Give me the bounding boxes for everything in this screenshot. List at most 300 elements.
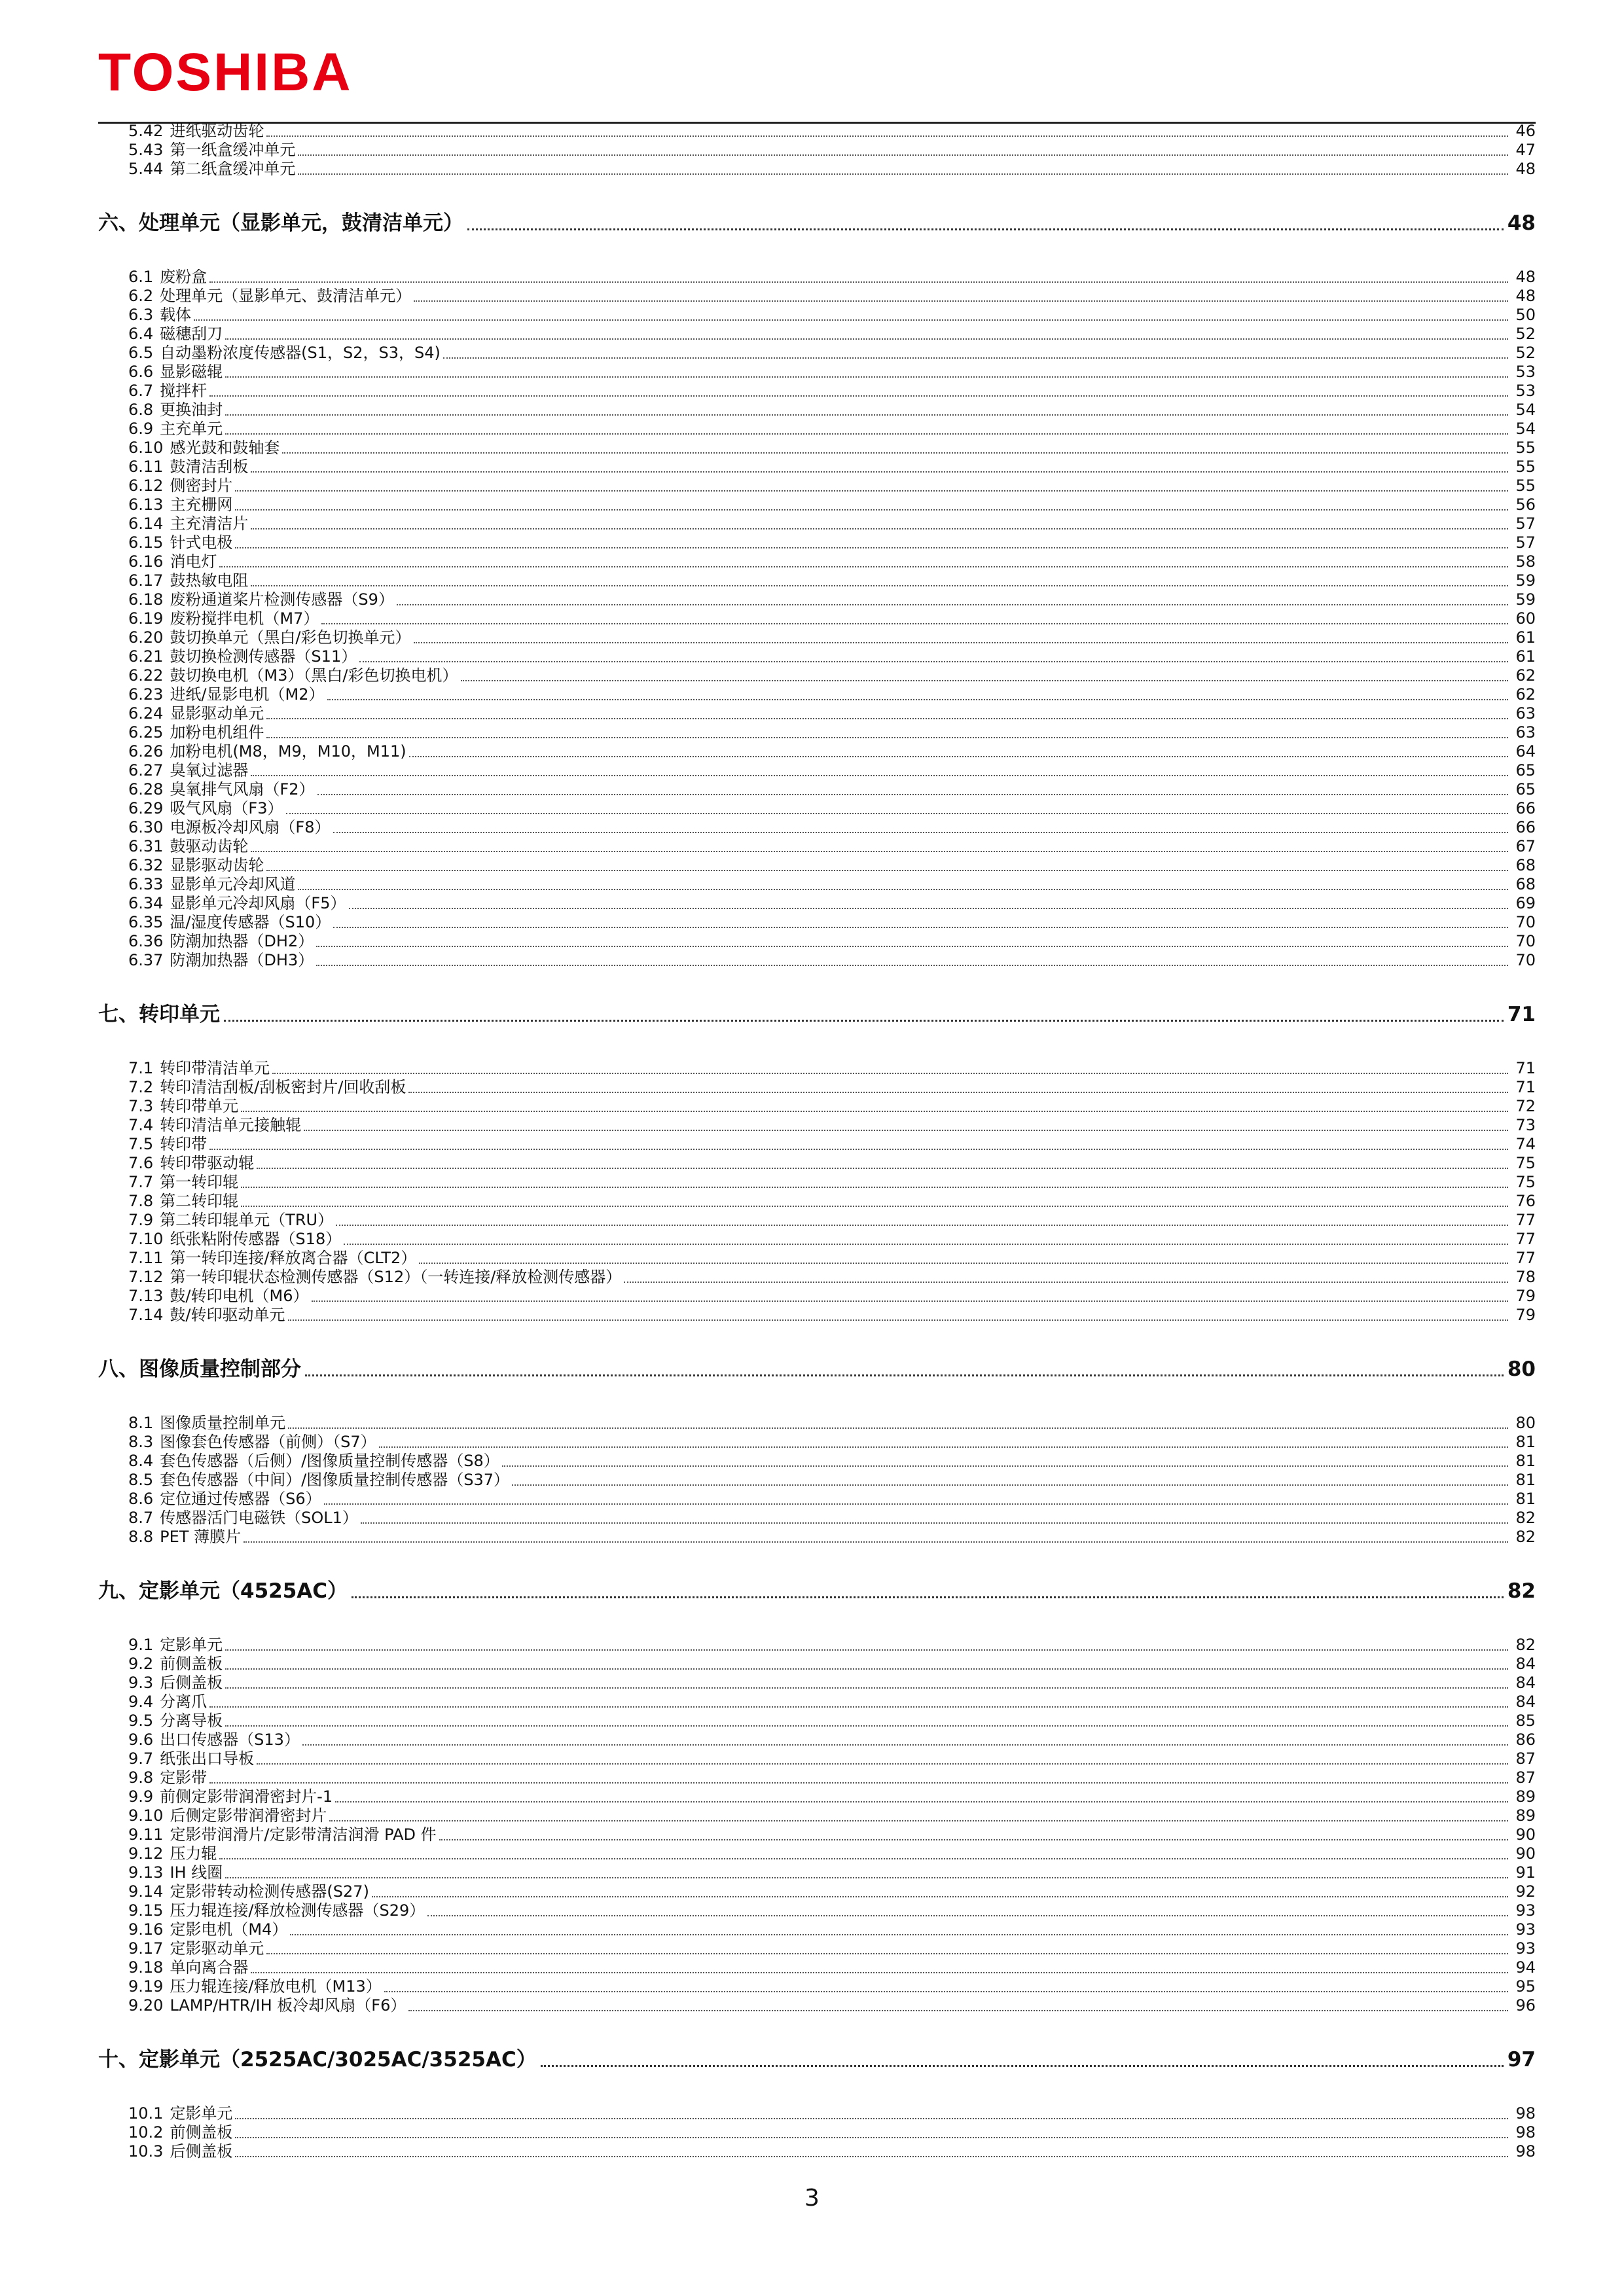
entry-number: 8.6 (128, 1490, 154, 1508)
entry-number: 7.4 (128, 1116, 154, 1134)
entry-page-number: 96 (1515, 1996, 1536, 2015)
toc-entry[interactable] (98, 1268, 1536, 1287)
dot-leader (443, 357, 1508, 359)
dot-leader (312, 1300, 1509, 1302)
dot-leader (235, 547, 1508, 548)
toc-entry[interactable] (98, 1154, 1536, 1173)
entry-title: 电源板冷却风扇（F8） (170, 818, 331, 836)
entry-title: 显影单元冷却风扇（F5） (170, 894, 346, 912)
entry-page-number: 70 (1515, 913, 1536, 931)
dot-leader (379, 1446, 1508, 1448)
toc-entry[interactable] (98, 1655, 1536, 1674)
toc-section-heading[interactable] (98, 1002, 1536, 1027)
entry-title: 主充清洁片 (170, 514, 249, 533)
entry-number: 6.27 (128, 761, 164, 780)
dot-leader (408, 1092, 1508, 1093)
toc-entry[interactable] (98, 647, 1536, 666)
entry-title: PET 薄膜片 (160, 1528, 242, 1546)
toc-entry[interactable] (98, 799, 1536, 818)
toc-entry[interactable] (98, 552, 1536, 571)
toc-entry[interactable] (98, 1135, 1536, 1154)
entry-page-number: 57 (1515, 514, 1536, 533)
toc-entry[interactable] (98, 420, 1536, 439)
entry-title: 防潮加热器（DH2） (170, 932, 314, 950)
entry-number: 6.17 (128, 571, 164, 590)
dot-leader (349, 908, 1508, 909)
dot-leader (194, 319, 1508, 321)
entry-number: 6.1 (128, 268, 154, 286)
entry-page-number: 80 (1515, 1414, 1536, 1432)
toc-entry[interactable] (98, 344, 1536, 363)
entry-title: 防潮加热器（DH3） (170, 951, 314, 969)
entry-page-number: 87 (1515, 1768, 1536, 1787)
toc-entry[interactable] (98, 1901, 1536, 1920)
toc-entry[interactable] (98, 1825, 1536, 1844)
dot-leader (251, 1972, 1508, 1973)
entry-title: 套色传感器（中间）/图像质量控制传感器（S37） (160, 1471, 510, 1489)
table-of-contents (98, 122, 1536, 2161)
toc-entry[interactable] (98, 1414, 1536, 1433)
entry-title: 第一转印辊状态检测传感器（S12）（一转连接/释放检测传感器） (170, 1268, 622, 1286)
entry-number: 10.2 (128, 2123, 164, 2142)
entry-number: 9.17 (128, 1939, 164, 1958)
toc-entry[interactable] (98, 1249, 1536, 1268)
entry-title: 鼓/转印电机（M6） (170, 1287, 309, 1305)
toc-entry[interactable] (98, 1996, 1536, 2015)
section-page-number: 48 (1507, 211, 1536, 235)
toc-entry[interactable] (98, 514, 1536, 533)
toc-entry[interactable] (98, 401, 1536, 420)
dot-leader (225, 376, 1508, 378)
toc-entry[interactable] (98, 306, 1536, 325)
toc-entry[interactable] (98, 1471, 1536, 1490)
dot-leader (304, 1130, 1508, 1131)
toc-entry[interactable] (98, 875, 1536, 894)
entry-title: 图像质量控制单元 (160, 1414, 286, 1432)
entry-page-number: 93 (1515, 1920, 1536, 1939)
toc-entry[interactable] (98, 533, 1536, 552)
entry-page-number: 71 (1515, 1078, 1536, 1096)
entry-number: 7.8 (128, 1192, 154, 1210)
dot-leader (384, 1991, 1508, 1992)
toc-entry[interactable] (98, 1749, 1536, 1768)
section-title: 七、转印单元 (98, 1003, 220, 1026)
entry-title: 分离导板 (160, 1712, 223, 1730)
entry-number: 6.22 (128, 666, 164, 685)
entry-page-number: 46 (1515, 122, 1536, 140)
entry-title: 转印清洁单元接触辊 (160, 1116, 302, 1134)
entry-page-number: 66 (1515, 818, 1536, 836)
toc-entry[interactable] (98, 1452, 1536, 1471)
entry-page-number: 98 (1515, 2104, 1536, 2123)
toc-entry[interactable] (98, 1844, 1536, 1863)
toc-entry[interactable] (98, 363, 1536, 382)
toc-entry[interactable] (98, 1636, 1536, 1655)
section-title: 八、图像质量控制部分 (98, 1357, 301, 1381)
entry-page-number: 59 (1515, 571, 1536, 590)
entry-page-number: 78 (1515, 1268, 1536, 1286)
dot-leader (257, 1763, 1508, 1765)
toc-section-heading[interactable] (98, 1579, 1536, 1604)
toc-entry[interactable] (98, 1806, 1536, 1825)
toc-section-heading[interactable] (98, 2047, 1536, 2072)
dot-leader (225, 1649, 1508, 1651)
toc-entry[interactable] (98, 122, 1536, 141)
entry-title: 加粉电机组件 (170, 723, 264, 742)
entry-number: 7.3 (128, 1097, 154, 1115)
entry-page-number: 89 (1515, 1787, 1536, 1806)
entry-title: 前侧定影带润滑密封片-1 (160, 1787, 333, 1806)
dot-leader (225, 1668, 1508, 1670)
toc-entry[interactable] (98, 913, 1536, 932)
toc-entry[interactable] (98, 2142, 1536, 2161)
dot-leader (251, 471, 1508, 473)
dot-leader (266, 737, 1508, 738)
toc-entry[interactable] (98, 628, 1536, 647)
entry-number: 6.12 (128, 476, 164, 495)
toc-entry[interactable] (98, 1958, 1536, 1977)
entry-number: 9.14 (128, 1882, 164, 1901)
dot-leader (317, 794, 1508, 795)
dot-leader (224, 1020, 1504, 1022)
entry-number: 6.21 (128, 647, 164, 666)
entry-page-number: 55 (1515, 457, 1536, 476)
entry-page-number: 53 (1515, 382, 1536, 400)
toc-entry[interactable] (98, 476, 1536, 495)
toc-entry[interactable] (98, 704, 1536, 723)
entry-title: 侧密封片 (170, 476, 233, 495)
entry-page-number: 56 (1515, 495, 1536, 514)
toc-entry[interactable] (98, 1939, 1536, 1958)
entry-title: 鼓切换检测传感器（S11） (170, 647, 357, 666)
dot-leader (427, 1915, 1508, 1916)
toc-entry[interactable] (98, 837, 1536, 856)
entry-page-number: 52 (1515, 344, 1536, 362)
entry-title: 感光鼓和鼓轴套 (170, 439, 280, 457)
section-page-number: 82 (1507, 1579, 1536, 1603)
entry-title: 定影单元 (160, 1636, 223, 1654)
entry-number: 7.12 (128, 1268, 164, 1286)
entry-page-number: 63 (1515, 723, 1536, 742)
dot-leader (235, 2137, 1508, 2138)
dot-leader (225, 338, 1508, 340)
entry-number: 9.10 (128, 1806, 164, 1825)
entry-number: 9.2 (128, 1655, 154, 1673)
dot-leader (209, 1149, 1508, 1150)
entry-page-number: 48 (1515, 160, 1536, 178)
entry-title: 定影驱动单元 (170, 1939, 264, 1958)
entry-page-number: 66 (1515, 799, 1536, 817)
dot-leader (298, 154, 1508, 156)
dot-leader (288, 1319, 1508, 1321)
entry-title: 定影带润滑片/定影带清洁润滑 PAD 件 (170, 1825, 437, 1844)
entry-title: 鼓清洁刮板 (170, 457, 249, 476)
entry-title: 后侧定影带润滑密封片 (170, 1806, 327, 1825)
entry-page-number: 79 (1515, 1287, 1536, 1305)
entry-page-number: 82 (1515, 1528, 1536, 1546)
entry-title: 进纸/显影电机（M2） (170, 685, 325, 704)
entry-number: 6.32 (128, 856, 164, 874)
entry-page-number: 98 (1515, 2123, 1536, 2142)
entry-title: 转印清洁刮板/刮板密封片/回收刮板 (160, 1078, 406, 1096)
entry-number: 9.1 (128, 1636, 154, 1654)
dot-leader (225, 1877, 1508, 1878)
toc-entry[interactable] (98, 1116, 1536, 1135)
toc-entry[interactable] (98, 1078, 1536, 1097)
dot-leader (251, 585, 1508, 586)
toc-entry[interactable] (98, 818, 1536, 837)
toc-entry[interactable] (98, 1863, 1536, 1882)
toc-entry[interactable] (98, 1433, 1536, 1452)
toc-entry[interactable] (98, 325, 1536, 344)
entry-number: 6.16 (128, 552, 164, 571)
toc-entry[interactable] (98, 1211, 1536, 1230)
toc-entry[interactable] (98, 439, 1536, 457)
entry-page-number: 76 (1515, 1192, 1536, 1210)
toc-entry[interactable] (98, 1712, 1536, 1731)
dot-leader (235, 2118, 1508, 2119)
toc-entry[interactable] (98, 382, 1536, 401)
section-page-number: 71 (1507, 1003, 1536, 1026)
toc-entry[interactable] (98, 723, 1536, 742)
toc-entry[interactable] (98, 609, 1536, 628)
entry-page-number: 47 (1515, 141, 1536, 159)
entry-number: 6.3 (128, 306, 154, 324)
entry-number: 8.1 (128, 1414, 154, 1432)
toc-entry[interactable] (98, 1977, 1536, 1996)
entry-title: 定位通过传感器（S6） (160, 1490, 321, 1508)
entry-title: 更换油封 (160, 401, 223, 419)
entry-number: 6.31 (128, 837, 164, 855)
toc-entry[interactable] (98, 1787, 1536, 1806)
entry-number: 6.37 (128, 951, 164, 969)
entry-number: 9.6 (128, 1731, 154, 1749)
toc-entry[interactable] (98, 1528, 1536, 1547)
entry-title: 前侧盖板 (170, 2123, 233, 2142)
entry-number: 8.5 (128, 1471, 154, 1489)
toc-entry[interactable] (98, 1768, 1536, 1787)
toc-section-heading[interactable] (98, 211, 1536, 236)
page-number: 3 (804, 2185, 820, 2212)
entry-page-number: 71 (1515, 1059, 1536, 1077)
toc-entry[interactable] (98, 571, 1536, 590)
dot-leader (414, 300, 1508, 302)
entry-page-number: 70 (1515, 951, 1536, 969)
entry-title: 前侧盖板 (160, 1655, 223, 1673)
entry-page-number: 54 (1515, 420, 1536, 438)
entry-number: 6.15 (128, 533, 164, 552)
toc-entry[interactable] (98, 287, 1536, 306)
toc-entry[interactable] (98, 932, 1536, 951)
entry-page-number: 55 (1515, 439, 1536, 457)
toc-entry[interactable] (98, 1920, 1536, 1939)
entry-number: 9.7 (128, 1749, 154, 1768)
entry-number: 8.7 (128, 1509, 154, 1527)
dot-leader (241, 1187, 1508, 1188)
entry-number: 6.14 (128, 514, 164, 533)
entry-number: 9.3 (128, 1674, 154, 1692)
entry-number: 7.13 (128, 1287, 164, 1305)
entry-page-number: 65 (1515, 780, 1536, 798)
toc-entry[interactable] (98, 495, 1536, 514)
entry-page-number: 69 (1515, 894, 1536, 912)
entry-title: 臭氧排气风扇（F2） (170, 780, 315, 798)
entry-title: 废粉搅拌电机（M7） (170, 609, 319, 628)
entry-number: 9.12 (128, 1844, 164, 1863)
entry-number: 6.9 (128, 420, 154, 438)
entry-number: 6.18 (128, 590, 164, 609)
toc-entry[interactable] (98, 1306, 1536, 1325)
toc-entry[interactable] (98, 894, 1536, 913)
toc-entry[interactable] (98, 685, 1536, 704)
dot-leader (512, 1484, 1508, 1486)
entry-title: 温/湿度传感器（S10） (170, 913, 331, 931)
entry-number: 6.30 (128, 818, 164, 836)
dot-leader (409, 756, 1508, 757)
dot-leader (266, 1953, 1508, 1954)
entry-number: 6.33 (128, 875, 164, 893)
entry-number: 6.5 (128, 344, 154, 362)
dot-leader (266, 135, 1508, 137)
dot-leader (225, 433, 1508, 435)
entry-number: 7.11 (128, 1249, 164, 1267)
entry-page-number: 64 (1515, 742, 1536, 761)
entry-title: 定影电机（M4） (170, 1920, 288, 1939)
entry-title: 压力辊 (170, 1844, 217, 1863)
entry-title: 后侧盖板 (170, 2142, 233, 2161)
toc-entry[interactable] (98, 590, 1536, 609)
dot-leader (266, 870, 1508, 871)
toc-entry[interactable] (98, 1059, 1536, 1078)
toc-entry[interactable] (98, 761, 1536, 780)
dot-leader (333, 832, 1508, 833)
dot-leader (251, 775, 1508, 776)
toc-entry[interactable] (98, 1509, 1536, 1528)
entry-title: 吸气风扇（F3） (170, 799, 283, 817)
entry-page-number: 75 (1515, 1154, 1536, 1172)
entry-title: 单向离合器 (170, 1958, 249, 1977)
entry-number: 6.7 (128, 382, 154, 400)
dot-leader (335, 1801, 1508, 1803)
toc-entry[interactable] (98, 1674, 1536, 1693)
toc-entry[interactable] (98, 1287, 1536, 1306)
toc-entry[interactable] (98, 1230, 1536, 1249)
dot-leader (541, 2065, 1504, 2067)
toc-entry[interactable] (98, 1882, 1536, 1901)
entry-title: 压力辊连接/释放检测传感器（S29） (170, 1901, 425, 1920)
entry-number: 9.18 (128, 1958, 164, 1977)
toc-entry[interactable] (98, 268, 1536, 287)
toc-entry[interactable] (98, 780, 1536, 799)
dot-leader (251, 528, 1508, 529)
entry-number: 6.4 (128, 325, 154, 343)
toc-entry[interactable] (98, 1097, 1536, 1116)
entry-page-number: 93 (1515, 1939, 1536, 1958)
section-title: 九、定影单元（4525AC） (98, 1579, 348, 1603)
entry-number: 9.9 (128, 1787, 154, 1806)
entry-number: 6.13 (128, 495, 164, 514)
entry-page-number: 62 (1515, 685, 1536, 704)
entry-page-number: 61 (1515, 628, 1536, 647)
toc-entry[interactable] (98, 1490, 1536, 1509)
entry-number: 7.10 (128, 1230, 164, 1248)
entry-title: 针式电极 (170, 533, 233, 552)
dot-leader (302, 1744, 1508, 1746)
entry-title: 消电灯 (170, 552, 217, 571)
entry-page-number: 81 (1515, 1452, 1536, 1470)
dot-leader (288, 1427, 1508, 1429)
entry-title: 定影单元 (170, 2104, 233, 2123)
toc-entry[interactable] (98, 1192, 1536, 1211)
entry-number: 7.7 (128, 1173, 154, 1191)
toc-section-heading[interactable] (98, 1357, 1536, 1382)
toc-entry[interactable] (98, 666, 1536, 685)
entry-page-number: 90 (1515, 1844, 1536, 1863)
toc-entry[interactable] (98, 457, 1536, 476)
toc-entry[interactable] (98, 742, 1536, 761)
entry-title: 定影带转动检测传感器(S27) (170, 1882, 369, 1901)
entry-title: 转印带清洁单元 (160, 1059, 270, 1077)
entry-title: 定影带 (160, 1768, 208, 1787)
dot-leader (235, 490, 1508, 492)
entry-number: 9.13 (128, 1863, 164, 1882)
entry-page-number: 92 (1515, 1882, 1536, 1901)
entry-page-number: 48 (1515, 287, 1536, 305)
dot-leader (344, 1244, 1508, 1245)
entry-page-number: 50 (1515, 306, 1536, 324)
entry-title: 第二转印辊单元（TRU） (160, 1211, 334, 1229)
entry-title: 载体 (160, 306, 192, 324)
dot-leader (329, 1820, 1508, 1821)
toc-entry[interactable] (98, 2104, 1536, 2123)
entry-number: 9.4 (128, 1693, 154, 1711)
entry-title: 磁穗刮刀 (160, 325, 223, 343)
entry-title: 鼓切换单元（黑白/彩色切换单元） (170, 628, 411, 647)
dot-leader (397, 604, 1508, 605)
toc-entry[interactable] (98, 856, 1536, 875)
entry-page-number: 84 (1515, 1674, 1536, 1692)
entry-page-number: 82 (1515, 1509, 1536, 1527)
dot-leader (372, 1896, 1508, 1897)
toc-entry[interactable] (98, 160, 1536, 179)
entry-page-number: 98 (1515, 2142, 1536, 2161)
entry-number: 6.26 (128, 742, 164, 761)
dot-leader (321, 623, 1508, 624)
entry-number: 7.1 (128, 1059, 154, 1077)
dot-leader (467, 228, 1504, 230)
entry-page-number: 58 (1515, 552, 1536, 571)
entry-number: 6.23 (128, 685, 164, 704)
toc-entry[interactable] (98, 2123, 1536, 2142)
entry-page-number: 85 (1515, 1712, 1536, 1730)
toc-entry[interactable] (98, 1731, 1536, 1749)
toc-entry[interactable] (98, 1693, 1536, 1712)
entry-title: 转印带 (160, 1135, 208, 1153)
entry-page-number: 74 (1515, 1135, 1536, 1153)
dot-leader (336, 1225, 1508, 1226)
toc-entry[interactable] (98, 1173, 1536, 1192)
toc-entry[interactable] (98, 951, 1536, 970)
entry-title: 鼓切换电机（M3）（黑白/彩色切换电机） (170, 666, 458, 685)
entry-number: 8.3 (128, 1433, 154, 1451)
entry-page-number: 84 (1515, 1655, 1536, 1673)
entry-page-number: 70 (1515, 932, 1536, 950)
toc-entry[interactable] (98, 141, 1536, 160)
entry-title: 出口传感器（S13） (160, 1731, 300, 1749)
dot-leader (282, 452, 1508, 454)
dot-leader (359, 661, 1508, 662)
dot-leader (225, 1687, 1508, 1689)
